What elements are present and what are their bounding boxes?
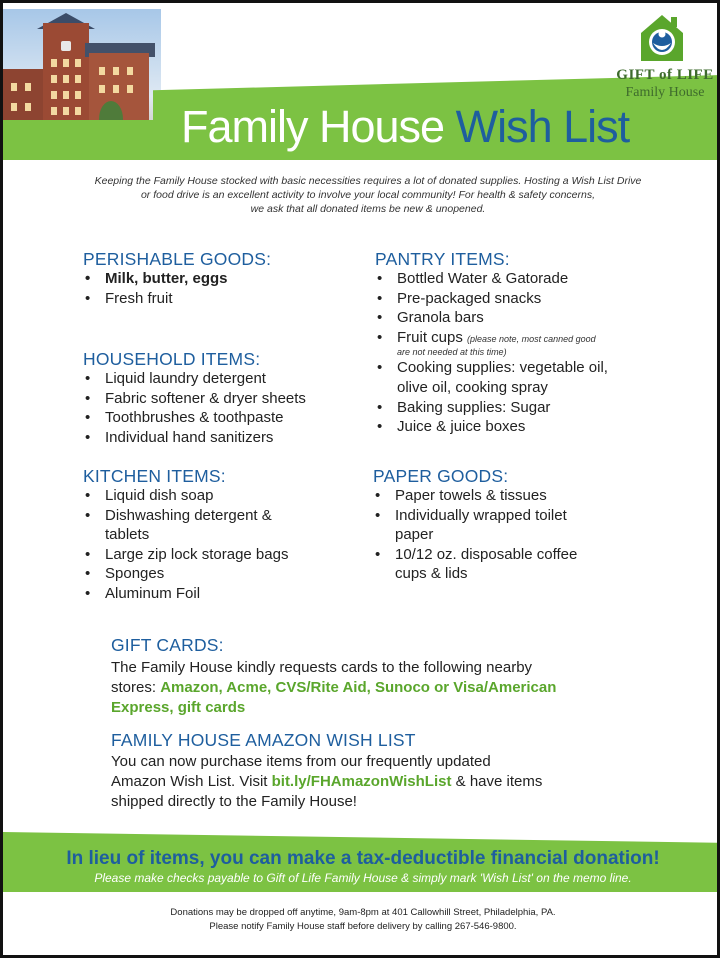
gift-cards-stores-line [111,698,631,718]
logo-text-gift-of-life: GIFT of LIFE [616,67,714,83]
section-heading: FAMILY HOUSE AMAZON WISH LIST [111,730,416,750]
amazon-wish-list-section [111,730,631,812]
amazon-link-line [111,772,631,792]
pantry-items-section [375,249,675,437]
paper-goods-section [373,466,673,584]
gift-cards-section [111,635,631,718]
footer-line: Donations may be dropped off anytime, 9am-8pm at 401 Callowhill Street, Philadelphia, PA. [170,907,556,918]
section-heading: HOUSEHOLD ITEMS: [83,349,261,369]
list-item: • Fresh fruit [83,289,353,309]
kitchen-items-section [83,466,353,604]
section-heading: GIFT CARDS: [111,635,224,655]
intro-line: Keeping the Family House stocked with basic necessities requires a lot of donated supplies. Hosting a Wish List Drive [94,175,642,187]
footer-line: Please notify Family House staff before delivery by calling 267-546-9800. [209,921,517,932]
list-item: • Individual hand sanitizers [83,428,363,448]
section-heading: PAPER GOODS: [373,466,509,486]
list-item: • Large zip lock storage bags [83,545,353,565]
section-heading: PERISHABLE GOODS: [83,249,272,269]
list-item: • Toothbrushes & toothpaste [83,408,363,428]
section-heading: KITCHEN ITEMS: [83,466,226,486]
list-item: • Juice & juice boxes [375,417,675,437]
list-item-text: cups & lids [395,565,468,583]
list-item: • Aluminum Foil [83,584,353,604]
list-item: • Sponges [83,564,353,584]
list-item: • Paper towels & tissues [373,486,673,506]
gift-cards-stores: Amazon, Acme, CVS/Rite Aid, Sunoco or Visa/American [160,679,557,696]
list-item: • Dishwashing detergent & [83,506,353,526]
list-item: • Individually wrapped toilet [373,506,673,526]
amazon-line: You can now purchase items from our frequently updated [111,753,491,770]
page-title [181,99,629,155]
fruit-cups-note: (please note, most canned good [467,333,596,344]
intro-line: or food drive is an excellent activity to involve your local community! For health & safety concerns, [140,189,596,201]
list-item-text: paper [395,526,434,544]
list-item: • Liquid dish soap [83,486,353,506]
gift-of-life-logo [615,13,715,103]
title-family-house: Family House [181,101,445,152]
gift-cards-stores: Express, gift cards [111,699,246,716]
gift-cards-prefix: stores: [111,679,161,696]
list-item: • Pre-packaged snacks [375,289,675,309]
house-heart-icon [639,13,685,63]
list-item-continued [83,525,353,545]
list-item: • Cooking supplies: vegetable oil, [375,358,675,378]
fruit-cups-note-line2: are not needed at this time) [397,347,507,358]
list-item-continued [373,525,673,545]
list-item-fruit-cups [375,328,675,359]
list-item: • Milk, butter, eggs [83,269,353,289]
list-item-text: tablets [105,526,150,544]
amazon-line: shipped directly to the Family House! [111,793,357,810]
perishable-goods-section [83,249,353,308]
footer-text [3,906,720,934]
list-item: • Bottled Water & Gatorade [375,269,675,289]
list-item: • Granola bars [375,308,675,328]
list-item-continued [375,378,675,398]
list-item-text: Fruit cups [397,328,463,346]
amazon-wish-list-link[interactable]: bit.ly/FHAmazonWishList [271,773,452,790]
intro-line: we ask that all donated items be new & unopened. [250,203,486,215]
list-item: • Baking supplies: Sugar [375,398,675,418]
list-item-continued [373,564,673,584]
title-wish-list: Wish List [455,101,630,152]
intro-text [53,174,683,216]
list-item-text: olive oil, cooking spray [397,378,548,396]
household-items-section [83,349,363,447]
section-heading: PANTRY ITEMS: [375,249,510,269]
list-item: • Liquid laundry detergent [83,369,363,389]
list-item: • Fabric softener & dryer sheets [83,389,363,409]
donation-subtitle: Please make checks payable to Gift of Life Family House & simply mark 'Wish List' on the memo line. [94,871,632,885]
logo-text-family-house: Family House [625,85,705,100]
amazon-text: Amazon Wish List. Visit [111,773,272,790]
list-item: • 10/12 oz. disposable coffee [373,545,673,565]
header-green-band-left [3,120,163,160]
gift-cards-stores-line [111,678,631,698]
gift-cards-line: The Family House kindly requests cards to the following nearby [111,659,533,676]
donation-title: In lieu of items, you can make a tax-deductible financial donation! [66,848,660,869]
amazon-text: & have items [451,773,543,790]
